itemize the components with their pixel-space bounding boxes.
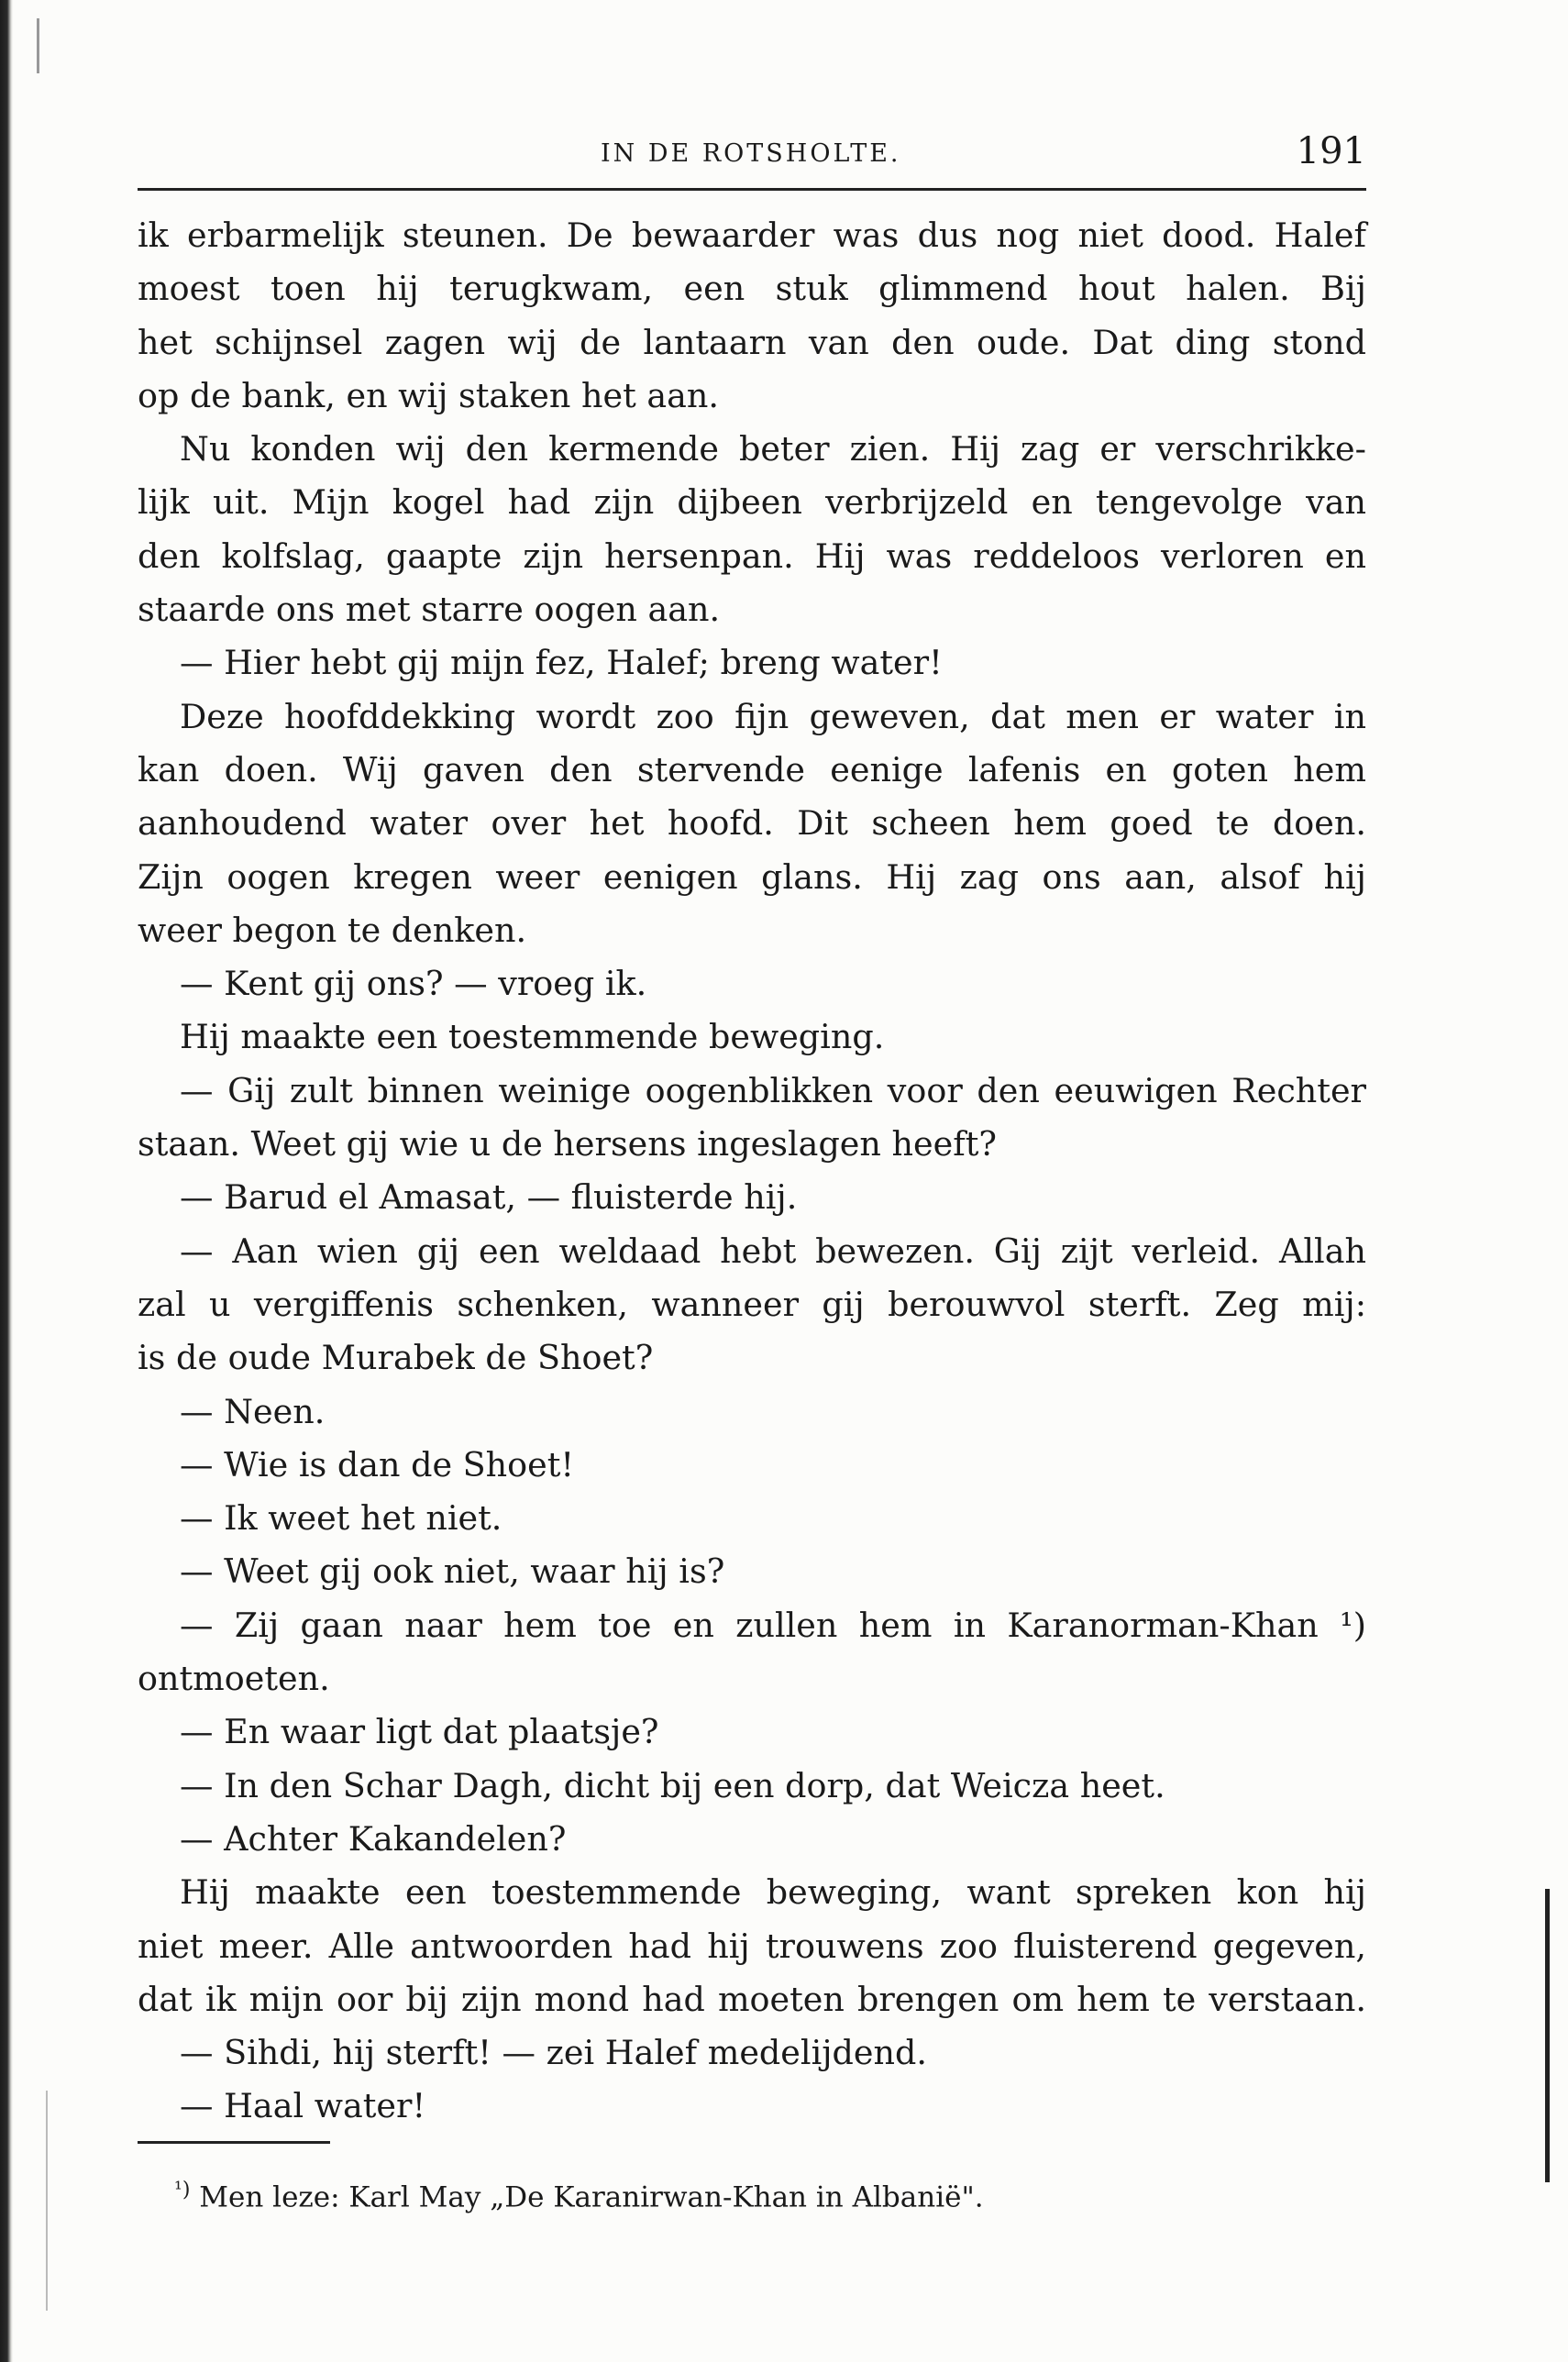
footnote-marker: ¹) (174, 2179, 191, 2202)
page-binding-shadow (0, 0, 13, 2362)
text-line: Nu konden wij den kermende beter zien. Hij zag er verschrikke- (180, 429, 1366, 469)
page-edge-mark (1545, 1889, 1550, 2182)
text-line: — Weet gij ook niet, waar hij is? (180, 1551, 725, 1592)
text-line: dat ik mijn oor bij zijn mond had moeten brengen om hem te verstaan. (138, 1979, 1366, 2019)
text-line: ik erbarmelijk steunen. De bewaarder was dus nog niet dood. Halef (138, 215, 1366, 255)
text-line: — Hier hebt gij mijn fez, Halef; breng water! (180, 643, 943, 683)
text-line: ontmoeten. (138, 1659, 330, 1699)
body-text (138, 209, 1366, 2134)
text-line: kan doen. Wij gaven den stervende eenige lafenis en goten hem (138, 749, 1366, 789)
text-line: staan. Weet gij wie u de hersens ingeslagen heeft? (138, 1124, 997, 1164)
text-line: — Sihdi, hij sterft! — zei Halef medelijdend. (180, 2033, 927, 2073)
text-line: — Wie is dan de Shoet! (180, 1444, 575, 1485)
running-title: IN DE ROTSHOLTE. (601, 139, 901, 168)
text-line: Hij maakte een toestemmende beweging, want spreken kon hij (180, 1872, 1366, 1913)
text-line: — Neen. (180, 1391, 326, 1431)
footnote-rule (138, 2141, 330, 2144)
footnote-text: Men leze: Karl May „De Karanirwan-Khan in Albanië". (199, 2180, 984, 2214)
text-line: — Achter Kakandelen? (180, 1818, 567, 1859)
text-line: is de oude Murabek de Shoet? (138, 1338, 654, 1378)
text-line: — Haal water! (180, 2086, 426, 2126)
text-line: Zijn oogen kregen weer eenigen glans. Hij zag ons aan, alsof hij (138, 856, 1366, 897)
text-line: — Zij gaan naar hem toe en zullen hem in Karanorman-Khan ¹) (180, 1605, 1366, 1645)
text-line: — In den Schar Dagh, dicht bij een dorp, dat Weicza heet. (180, 1765, 1165, 1805)
footnote (174, 2179, 984, 2213)
header-rule (138, 188, 1366, 191)
text-line: — Aan wien gij een weldaad hebt bewezen. Gij zijt verleid. Allah (180, 1231, 1366, 1271)
text-line: den kolfslag, gaapte zijn hersenpan. Hij was reddeloos verloren en (138, 535, 1366, 576)
text-line: — En waar ligt dat plaatsje? (180, 1712, 659, 1752)
text-line: Hij maakte een toestemmende beweging. (180, 1017, 885, 1057)
text-line: niet meer. Alle antwoorden had hij trouwens zoo fluisterend gegeven, (138, 1926, 1366, 1966)
text-line: lijk uit. Mijn kogel had zijn dijbeen verbrijzeld en tengevolge van (138, 482, 1366, 523)
text-line: — Ik weet het niet. (180, 1498, 502, 1539)
text-line: Deze hoofddekking wordt zoo fijn geweven, dat men er water in (180, 696, 1366, 736)
text-line: — Barud el Amasat, — fluisterde hij. (180, 1177, 798, 1218)
scan-speck (46, 2091, 48, 2311)
page-header (138, 128, 1366, 183)
scan-speck (37, 18, 39, 73)
text-line: weer begon te denken. (138, 910, 527, 950)
text-line: het schijnsel zagen wij de lantaarn van den oude. Dat ding stond (138, 322, 1366, 362)
text-line: aanhoudend water over het hoofd. Dit scheen hem goed te doen. (138, 803, 1366, 844)
text-line: — Kent gij ons? — vroeg ik. (180, 964, 647, 1004)
text-line: — Gij zult binnen weinige oogenblikken voor den eeuwigen Rechter (180, 1070, 1366, 1110)
text-line: zal u vergiffenis schenken, wanneer gij berouwvol sterft. Zeg mij: (138, 1284, 1366, 1324)
text-line: op de bank, en wij staken het aan. (138, 375, 720, 415)
text-line: moest toen hij terugkwam, een stuk glimmend hout halen. Bij (138, 269, 1366, 309)
text-line: staarde ons met starre oogen aan. (138, 590, 721, 630)
page-number: 191 (1296, 130, 1366, 172)
